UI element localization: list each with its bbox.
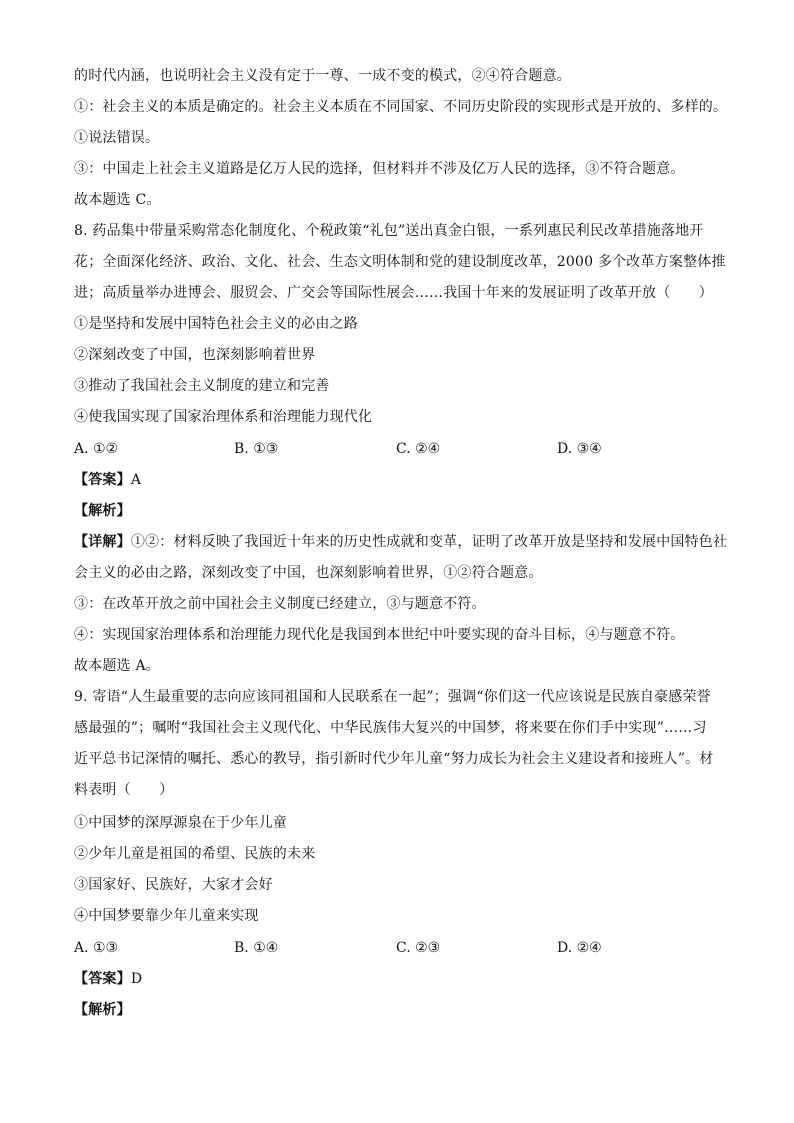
answer-label: 【答案】: [74, 472, 131, 488]
question-8-item: ③推动了我国社会主义制度的建立和完善: [74, 378, 330, 394]
text-line: ①说法错误。: [74, 130, 160, 146]
question-9-stem: 料表明（ ）: [74, 782, 174, 798]
option-c: C. ②④: [396, 441, 441, 457]
question-8-answer: [74, 470, 734, 490]
option-d: D. ③④: [557, 441, 602, 457]
question-9-item: ②少年儿童是祖国的希望、民族的未来: [74, 846, 316, 862]
option-b: B. ①④: [234, 940, 279, 956]
text-line: 故本题选 C。: [74, 192, 161, 208]
question-9-stem: 9. 寄语“人生最重要的志向应该同祖国和人民联系在一起”；强调“你们这一代应该说是民族自豪感荣誉: [74, 689, 711, 705]
question-8-item: ②深刻改变了中国，也深刻影响着世界: [74, 347, 316, 363]
question-9-item: ①中国梦的深厚源泉在于少年儿童: [74, 815, 287, 831]
question-8-options: [74, 439, 734, 459]
answer-value: D: [130, 971, 143, 987]
question-8-analysis: [74, 501, 734, 521]
question-8-stem: 进；高质量举办进博会、服贸会、广交会等国际性展会……我国十年来的发展证明了改革开放（ ）: [74, 285, 713, 301]
question-9-item: ④中国梦要靠少年儿童来实现: [74, 908, 259, 924]
option-b: B. ①③: [234, 441, 279, 457]
question-9-item: ③国家好、民族好，大家才会好: [74, 877, 273, 893]
option-d: D. ②④: [557, 940, 602, 956]
question-8-detail: 故本题选 A。: [74, 658, 160, 674]
question-8-detail: ③：在改革开放之前中国社会主义制度已经建立，③与题意不符。: [74, 596, 486, 612]
answer-label: 【答案】: [74, 971, 131, 987]
question-8-detail: ④：实现国家治理体系和治理能力现代化是我国到本世纪中叶要实现的奋斗目标，④与题意不符。: [74, 627, 685, 643]
question-9-answer: [74, 969, 734, 989]
question-8-stem: 花；全面深化经济、政治、文化、社会、生态文明体制和党的建设制度改革，2000 多个改革方案整体推: [74, 254, 726, 270]
question-8-detail: 会主义的必由之路，深刻改变了中国，也深刻影响着世界，①②符合题意。: [74, 565, 543, 581]
option-a: A. ①②: [74, 441, 119, 457]
answer-value: A: [130, 472, 142, 488]
question-8-item: ①是坚持和发展中国特色社会主义的必由之路: [74, 316, 358, 332]
option-c: C. ②③: [396, 940, 441, 956]
analysis-label: 【解析】: [74, 503, 131, 519]
question-9-analysis: [74, 1000, 734, 1020]
question-9-stem: 感最强的”；嘱咐“我国社会主义现代化、中华民族伟大复兴的中国梦，将来要在你们手中实现”……习: [74, 720, 707, 736]
text-line: ③：中国走上社会主义道路是亿万人民的选择，但材料并不涉及亿万人民的选择，③不符合题意。: [74, 161, 685, 177]
question-8-detail: [74, 532, 734, 552]
text-line: ①：社会主义的本质是确定的。社会主义本质在不同国家、不同历史阶段的实现形式是开放的、多样的。: [74, 99, 728, 115]
option-a: A. ①③: [74, 940, 119, 956]
question-9-stem: 近平总书记深情的嘱托、悉心的教导，指引新时代少年儿童“努力成长为社会主义建设者和接班人”。材: [74, 751, 714, 767]
text-line: 的时代内涵，也说明社会主义没有定于一尊、一成不变的模式，②④符合题意。: [74, 68, 571, 84]
detail-text: ①②：材料反映了我国近十年来的历史性成就和变革，证明了改革开放是坚持和发展中国特色社: [130, 534, 728, 550]
detail-label: 【详解】: [74, 534, 131, 550]
question-9-options: [74, 938, 734, 958]
question-8-stem: 8. 药品集中带量采购常态化制度化、个税政策“礼包”送出真金白银，一系列惠民利民改革措施落地开: [74, 223, 704, 239]
question-8-item: ④使我国实现了国家治理体系和治理能力现代化: [74, 409, 373, 425]
analysis-label: 【解析】: [74, 1002, 131, 1018]
